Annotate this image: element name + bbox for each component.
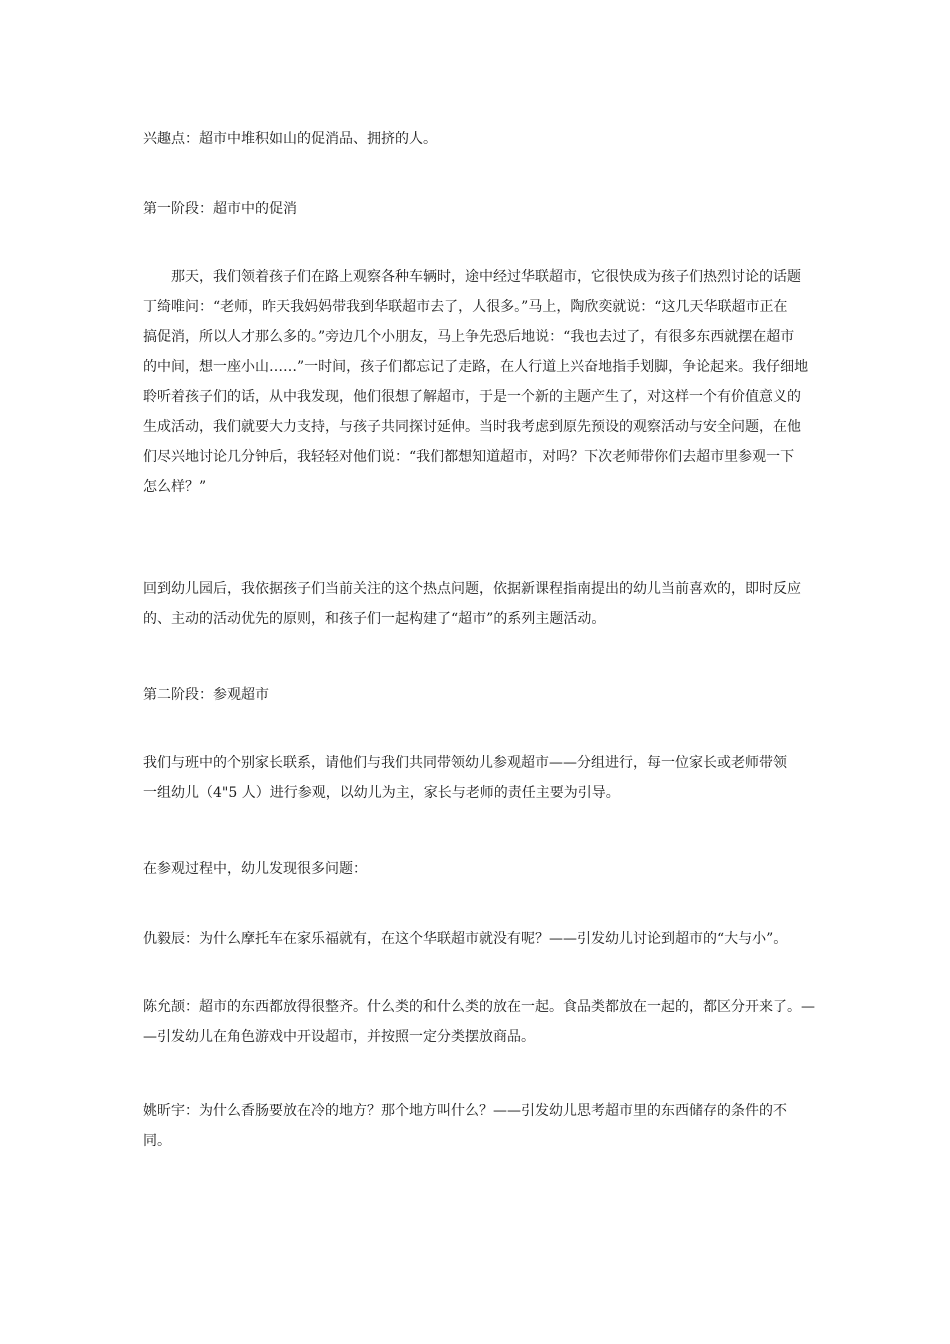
process-intro-text: 在参观过程中，幼儿发现很多问题： xyxy=(143,861,367,877)
story-line: 聆听着孩子们的话，从中我发现，他们很想了解超市，于是一个新的主题产生了，对这样一个有价值意义的 xyxy=(143,389,801,405)
story-line: 生成活动，我们就要大力支持，与孩子共同探讨延伸。当时我考虑到原先预设的观察活动与安全问题，在他 xyxy=(143,419,801,435)
question-3-line: 姚昕宇：为什么香肠要放在冷的地方？那个地方叫什么？——引发幼儿思考超市里的东西储存的条件的不 xyxy=(143,1103,787,1119)
interest-point-paragraph xyxy=(143,124,813,154)
story-line: 怎么样？” xyxy=(143,479,207,495)
stage1-heading xyxy=(143,194,813,224)
story-line: 的中间，想一座小山……”一时间，孩子们都忘记了走路，在人行道上兴奋地指手划脚，争论起来。我仔细地 xyxy=(143,359,809,375)
return-line: 的、主动的活动优先的原则，和孩子们一起构建了“超市”的系列主题活动。 xyxy=(143,611,606,627)
visit-line: 一组幼儿（4"5 人）进行参观，以幼儿为主，家长与老师的责任主要为引导。 xyxy=(143,785,620,801)
visit-line: 我们与班中的个别家长联系，请他们与我们共同带领幼儿参观超市——分组进行，每一位家长或老师带领 xyxy=(143,755,787,771)
stage2-heading xyxy=(143,680,813,710)
question-3-paragraph xyxy=(143,1096,813,1156)
story-line: 那天，我们领着孩子们在路上观察各种车辆时，途中经过华联超市，它很快成为孩子们热烈讨论的话题 xyxy=(171,269,801,285)
question-1-paragraph xyxy=(143,924,813,954)
return-line: 回到幼儿园后，我依据孩子们当前关注的这个热点问题，依据新课程指南提出的幼儿当前喜欢的，即时反应 xyxy=(143,581,801,597)
story-line: 们尽兴地讨论几分钟后，我轻轻对他们说：“我们都想知道超市，对吗？下次老师带你们去超市里参观一下 xyxy=(143,449,795,465)
story-line: 搞促消，所以人才那么多的。”旁边几个小朋友，马上争先恐后地说：“我也去过了，有很多东西就摆在超市 xyxy=(143,329,795,345)
visit-paragraph xyxy=(143,748,813,808)
return-paragraph xyxy=(143,574,813,634)
process-intro xyxy=(143,854,813,884)
story-line: 丁绮唯问：“老师，昨天我妈妈带我到华联超市去了，人很多。”马上，陶欣奕就说：“这几天华联超市正在 xyxy=(143,299,788,315)
stage1-story-paragraph xyxy=(143,262,813,502)
question-2-line: 陈允颉：超市的东西都放得很整齐。什么类的和什么类的放在一起。食品类都放在一起的，都区分开来了。— xyxy=(143,999,815,1015)
stage1-heading-text: 第一阶段：超市中的促消 xyxy=(143,201,297,217)
question-3-line: 同。 xyxy=(143,1133,171,1149)
interest-point-text: 兴趣点：超市中堆积如山的促消品、拥挤的人。 xyxy=(143,131,437,147)
question-2-line: —引发幼儿在角色游戏中开设超市，并按照一定分类摆放商品。 xyxy=(143,1029,535,1045)
question-1-text: 仇毅辰：为什么摩托车在家乐福就有，在这个华联超市就没有呢？——引发幼儿讨论到超市的“大与小”。 xyxy=(143,931,788,947)
question-2-paragraph xyxy=(143,992,813,1052)
stage2-heading-text: 第二阶段：参观超市 xyxy=(143,687,269,703)
